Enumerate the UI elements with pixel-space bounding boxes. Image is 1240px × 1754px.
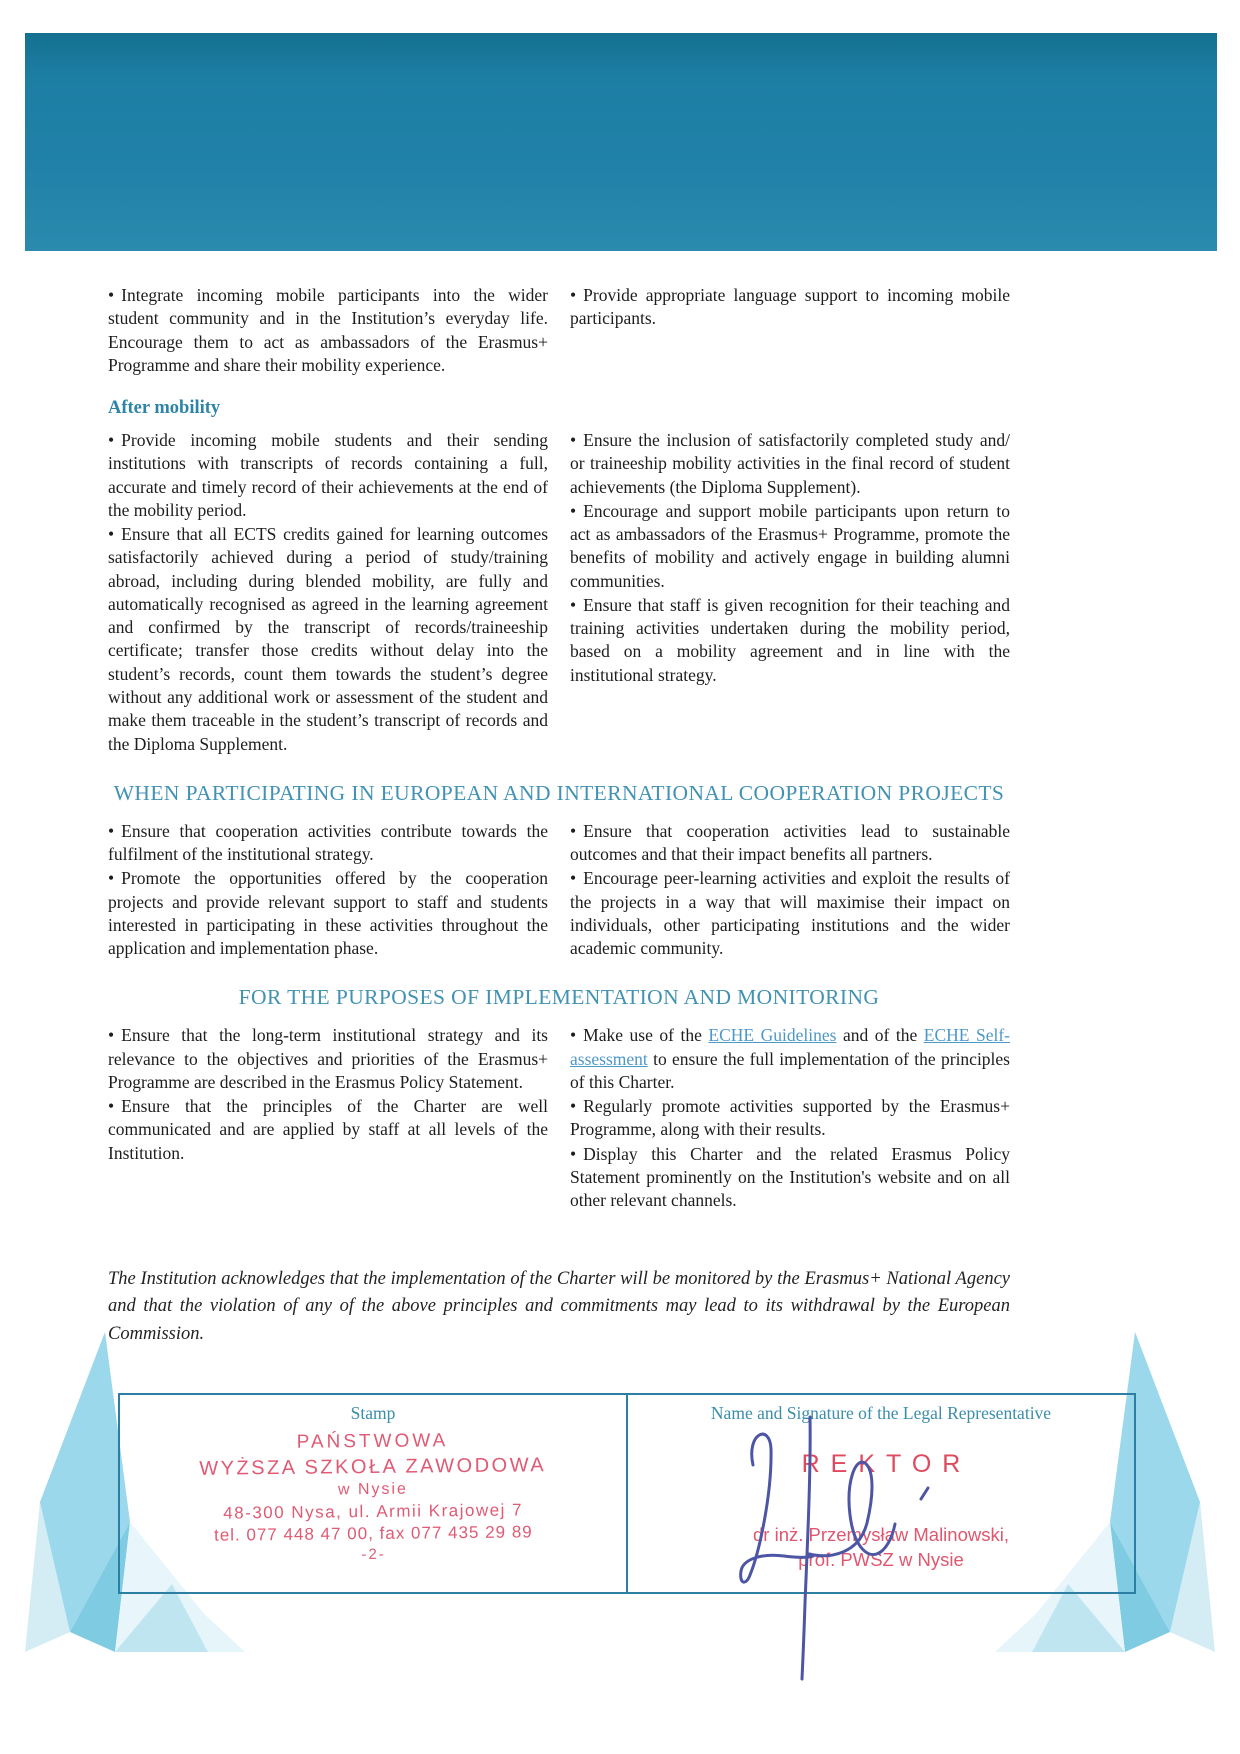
bullet-marker: • [108, 430, 115, 451]
after-mobility-left-column [108, 429, 548, 757]
implementation-left-column [108, 1024, 548, 1166]
bullet-text: Regularly promote activities supported by the Erasmus+ Programme, along with their results. [570, 1096, 1010, 1140]
bullet-item [570, 594, 1010, 687]
after-mobility-right-column [570, 429, 1010, 688]
bullet-text: Provide appropriate language support to incoming mobile participants. [570, 285, 1010, 329]
bullet-marker: • [570, 820, 577, 841]
stamp-line: 48-300 Nysa, ul. Armii Krajowej 7 [223, 1500, 524, 1523]
stamp-line: WYŻSZA SZKOŁA ZAWODOWA [199, 1454, 547, 1480]
bullet-text: Ensure that all ECTS credits gained for learning outcomes satisfactorily achieved during a period of study/training abroad, including during blended mobility, are fully and automatically recognised as agreed in the learning agreement and confirmed by the transcript of records/traineeship certificate; transfer those credits without delay into the student’s records, count them towards the student’s degree without any additional work or assessment of the student and make them traceable in the student’s transcript of records and the Diploma Supplement. [108, 524, 548, 754]
bullet-item [570, 500, 1010, 593]
bullet-item [570, 429, 1010, 499]
bullet-item [570, 1095, 1010, 1142]
stamp-cell [120, 1395, 626, 1592]
stamp-line: tel. 077 448 47 00, fax 077 435 29 89 [213, 1522, 533, 1545]
after-mobility-section [108, 429, 1010, 757]
signature-cell [626, 1395, 1134, 1592]
intro-section [108, 284, 1010, 378]
institution-stamp [119, 1428, 626, 1565]
bullet-text: Encourage and support mobile participants upon return to act as ambassadors of the Erasmus+ Programme, promote the benefits of mobility and actively engage in building alumni communities. [570, 500, 1010, 591]
bullet-marker: • [570, 868, 577, 889]
bullet-text: Integrate incoming mobile participants into the wider student community and in the Institution’s everyday life. Encourage them to act as ambassadors of the Erasmus+ Programme and share their mobility experience. [108, 285, 548, 375]
stamp-label: Stamp [350, 1403, 396, 1423]
bullet-marker: • [570, 594, 577, 615]
implementation-right-column [570, 1024, 1010, 1213]
bullet-item [570, 867, 1010, 960]
bullet-marker: • [570, 500, 577, 521]
intro-right-column [570, 284, 1010, 332]
bullet-item-with-links [570, 1024, 1010, 1094]
bullet-text: Promote the opportunities offered by the cooperation projects and provide relevant support to staff and students interested in participating in these activities throughout the application and implementation phase. [108, 868, 548, 959]
bullet-item [108, 1024, 548, 1094]
bullet-marker: • [108, 820, 115, 841]
stamp-signature-box [118, 1393, 1136, 1594]
signatory-name [628, 1523, 1134, 1573]
signature-label: Name and Signature of the Legal Representative [710, 1403, 1052, 1423]
main-content [108, 284, 1010, 1349]
eche-guidelines-link[interactable]: ECHE Guidelines [708, 1025, 837, 1046]
intro-left-column [108, 284, 548, 378]
stamp-line: PAŃSTWOWA [296, 1430, 449, 1453]
cooperation-section-heading: WHEN PARTICIPATING IN EUROPEAN AND INTERNATIONAL COOPERATION PROJECTS [113, 780, 1005, 805]
bullet-marker: • [108, 524, 115, 545]
bullet-item [108, 429, 548, 522]
bullet-marker: • [570, 430, 577, 451]
bullet-text: Ensure the inclusion of satisfactorily completed study and/ or traineeship mobility activities in the final record of student achievements (the Diploma Supplement). [570, 430, 1010, 497]
stamp-line: w Nysie [337, 1480, 409, 1499]
bullet-text: Ensure that the long-term institutional strategy and its relevance to the objectives and priorities of the Erasmus+ Programme are described in the Erasmus Policy Statement. [108, 1025, 548, 1092]
bullet-text: Display this Charter and the related Erasmus Policy Statement prominently on the Institution's website and on all other relevant channels. [570, 1143, 1010, 1211]
signatory-line: prof. PWSZ w Nysie [798, 1548, 964, 1570]
signatory-line: dr inż. Przemysław Malinowski, [753, 1524, 1009, 1545]
bullet-item [570, 820, 1010, 867]
bullet-marker: • [570, 1143, 577, 1164]
bullet-item [108, 1095, 548, 1165]
bullet-item [108, 523, 548, 756]
after-mobility-heading: After mobility [108, 398, 221, 419]
bullet-text: Ensure that the principles of the Charter are well communicated and are applied by staff at all levels of the Institution. [108, 1096, 548, 1163]
bullet-marker: • [108, 285, 115, 305]
implementation-section-heading: FOR THE PURPOSES OF IMPLEMENTATION AND MONITORING [238, 985, 880, 1010]
cooperation-right-column [570, 820, 1010, 962]
bullet-marker: • [108, 1025, 115, 1046]
eche-self-assessment-link[interactable]: ECHE Self-assessment [570, 1025, 1011, 1069]
bullet-text: Ensure that cooperation activities lead to sustainable outcomes and that their impact benefits all partners. [570, 820, 1010, 865]
monitoring-acknowledgement: The Institution acknowledges that the implementation of the Charter will be monitored by the Erasmus+ National Agency and that the violation of any of the above principles and commitments may lead to its withdrawal by the European Commission. [108, 1268, 1010, 1344]
bullet-marker: • [570, 1025, 577, 1046]
bullet-item [570, 284, 1010, 331]
rektor-stamp: REKTOR [801, 1450, 972, 1478]
bullet-marker: • [108, 1096, 115, 1117]
header-band [25, 33, 1217, 251]
bullet-text: to ensure the full implementation of the principles of this Charter. [570, 1048, 1010, 1092]
bullet-item [108, 284, 548, 377]
cooperation-section [108, 820, 1010, 962]
bullet-text: Ensure that cooperation activities contribute towards the fulfilment of the institutional strategy. [108, 820, 548, 865]
bullet-text: Make use of the [583, 1025, 702, 1046]
bullet-marker: • [570, 285, 577, 305]
bullet-item [108, 820, 548, 867]
bullet-text: and of the [842, 1025, 918, 1046]
implementation-section [108, 1024, 1010, 1213]
bullet-marker: • [570, 1096, 577, 1117]
cooperation-left-column [108, 820, 548, 962]
bullet-text: Ensure that staff is given recognition for their teaching and training activities undertaken during the mobility period, based on a mobility agreement and in line with the institutional strategy. [570, 594, 1010, 685]
bullet-item [570, 1143, 1010, 1213]
page-number-stamp: -2- [361, 1545, 386, 1564]
bullet-text: Provide incoming mobile students and their sending institutions with transcripts of records containing a full, accurate and timely record of their achievements at the end of the mobility period. [108, 430, 548, 520]
bullet-text: Encourage peer-learning activities and exploit the results of the projects in a way that will maximise their impact on individuals, other participating institutions and the wider academic community. [570, 868, 1010, 959]
bullet-marker: • [108, 868, 115, 889]
bullet-item [108, 867, 548, 960]
